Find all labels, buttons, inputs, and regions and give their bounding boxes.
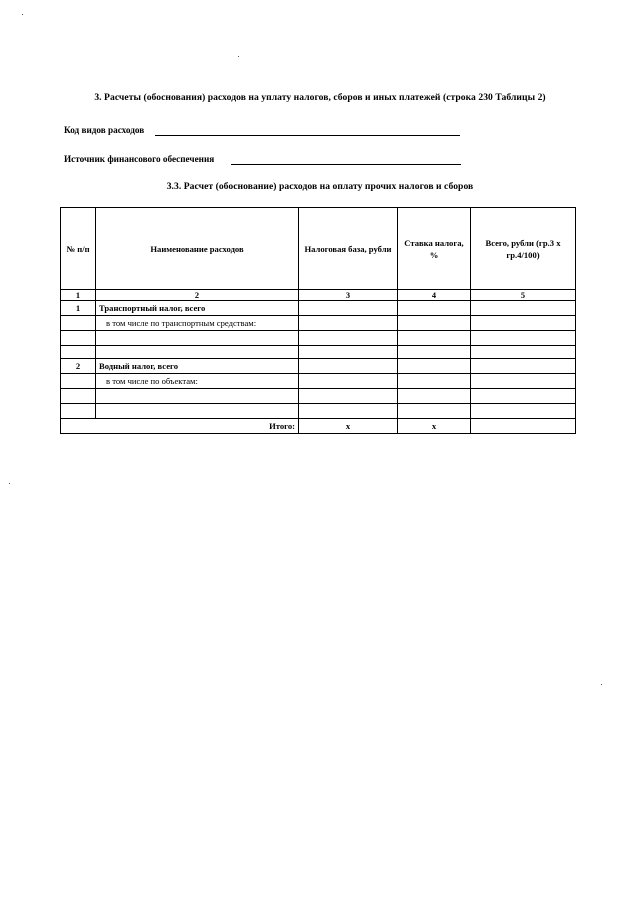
cell-total[interactable] [471, 404, 576, 419]
funding-source-field [64, 154, 464, 166]
row-name[interactable] [96, 331, 299, 346]
row-name[interactable] [96, 346, 299, 359]
header-tax-rate: Ставка налога, % [398, 208, 471, 290]
cell-tax-rate[interactable] [398, 316, 471, 331]
total-label: Итого: [61, 419, 299, 434]
subsection-heading: 3.3. Расчет (обоснование) расходов на оплату прочих налогов и сборов [166, 181, 474, 192]
row-number [61, 389, 96, 404]
header-total: Всего, рубли (гр.3 х гр.4/100) [471, 208, 576, 290]
expense-code-field [64, 125, 464, 137]
funding-source-line[interactable] [231, 164, 461, 165]
table-header-row [61, 208, 576, 290]
table-row [61, 404, 576, 419]
col-number: 3 [299, 290, 398, 301]
total-row [61, 419, 576, 434]
total-tax-base: х [299, 419, 398, 434]
header-number: № п/п [61, 208, 96, 290]
col-number: 2 [96, 290, 299, 301]
section-heading: 3. Расчеты (обоснования) расходов на уплату налогов, сборов и иных платежей (строка 230 Таблицы 2) [94, 92, 546, 103]
scan-speck [9, 483, 10, 484]
col-number: 4 [398, 290, 471, 301]
row-number [61, 316, 96, 331]
cell-tax-base[interactable] [299, 331, 398, 346]
scan-speck [238, 56, 239, 57]
expense-code-label: Код видов расходов [64, 125, 145, 135]
cell-tax-rate[interactable] [398, 374, 471, 389]
col-number: 1 [61, 290, 96, 301]
cell-total[interactable] [471, 346, 576, 359]
cell-tax-base[interactable] [299, 316, 398, 331]
cell-tax-rate[interactable] [398, 404, 471, 419]
row-name: в том числе по объектам: [96, 374, 299, 389]
cell-total[interactable] [471, 389, 576, 404]
cell-total[interactable] [471, 316, 576, 331]
row-number [61, 374, 96, 389]
table-row [61, 316, 576, 331]
cell-tax-base[interactable] [299, 389, 398, 404]
total-tax-rate: х [398, 419, 471, 434]
row-name: в том числе по транспортным средствам: [96, 316, 299, 331]
cell-total[interactable] [471, 374, 576, 389]
column-number-row [61, 290, 576, 301]
cell-tax-base[interactable] [299, 301, 398, 316]
cell-tax-rate[interactable] [398, 359, 471, 374]
cell-tax-rate[interactable] [398, 346, 471, 359]
header-name: Наименование расходов [96, 208, 299, 290]
cell-tax-base[interactable] [299, 374, 398, 389]
table-row [61, 374, 576, 389]
col-number: 5 [471, 290, 576, 301]
cell-total[interactable] [471, 359, 576, 374]
row-name: Транспортный налог, всего [96, 301, 299, 316]
row-number: 2 [61, 359, 96, 374]
row-number [61, 331, 96, 346]
table-row [61, 331, 576, 346]
funding-source-label: Источник финансового обеспечения [64, 154, 215, 164]
cell-tax-rate[interactable] [398, 389, 471, 404]
cell-total[interactable] [471, 301, 576, 316]
expense-code-line[interactable] [155, 135, 460, 136]
table-row [61, 301, 576, 316]
table-row [61, 346, 576, 359]
taxes-table [60, 207, 576, 434]
table-row [61, 389, 576, 404]
row-name[interactable] [96, 404, 299, 419]
row-number [61, 404, 96, 419]
header-tax-base: Налоговая база, рубли [299, 208, 398, 290]
row-number: 1 [61, 301, 96, 316]
cell-tax-base[interactable] [299, 359, 398, 374]
total-sum[interactable] [471, 419, 576, 434]
cell-tax-rate[interactable] [398, 331, 471, 346]
scan-speck [22, 14, 23, 15]
cell-tax-rate[interactable] [398, 301, 471, 316]
cell-tax-base[interactable] [299, 346, 398, 359]
row-name[interactable] [96, 389, 299, 404]
cell-tax-base[interactable] [299, 404, 398, 419]
table-row [61, 359, 576, 374]
row-name: Водный налог, всего [96, 359, 299, 374]
scan-speck [601, 684, 602, 685]
cell-total[interactable] [471, 331, 576, 346]
row-number [61, 346, 96, 359]
